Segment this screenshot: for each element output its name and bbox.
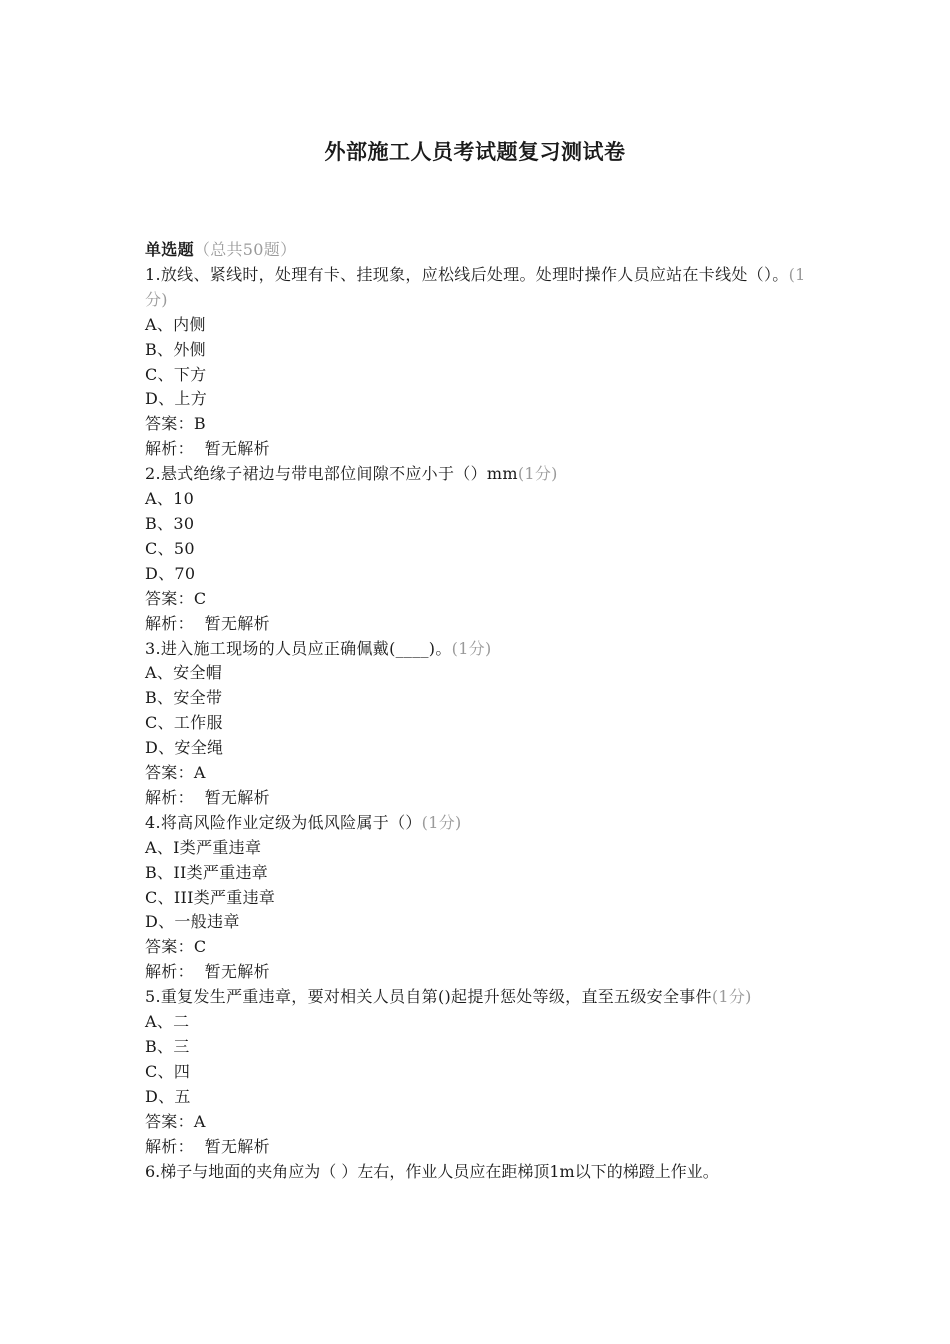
question-1 xyxy=(145,263,825,462)
question-6 xyxy=(145,1160,825,1185)
option-a: A、内侧 xyxy=(145,314,206,334)
question-2 xyxy=(145,462,825,636)
option-a: A、二 xyxy=(145,1012,190,1032)
question-stem xyxy=(145,637,825,662)
option-c: C、下方 xyxy=(145,364,207,384)
question-stem xyxy=(145,1160,825,1185)
question-stem xyxy=(145,462,825,487)
analysis: 解析： 暂无解析 xyxy=(145,787,270,807)
analysis: 解析： 暂无解析 xyxy=(145,439,270,459)
question-stem xyxy=(145,263,825,313)
option-d: D、一般违章 xyxy=(145,912,240,932)
option-b: B、外侧 xyxy=(145,339,206,359)
option-d: D、上方 xyxy=(145,389,208,409)
question-score: (1分) xyxy=(145,264,806,309)
option-a: A、10 xyxy=(145,489,195,509)
option-a: A、I类严重违章 xyxy=(145,837,262,857)
question-text: 6.梯子与地面的夹角应为（ ）左右，作业人员应在距梯顶1m以下的梯蹬上作业。 xyxy=(145,1161,719,1181)
option-a: A、安全帽 xyxy=(145,663,223,683)
question-3 xyxy=(145,637,825,811)
answer: 答案：C xyxy=(145,588,207,608)
question-text: 4.将高风险作业定级为低风险属于（） xyxy=(145,812,422,832)
question-list xyxy=(145,238,825,1184)
option-d: D、安全绳 xyxy=(145,738,224,758)
question-text: 1.放线、紧线时，处理有卡、挂现象，应松线后处理。处理时操作人员应站在卡线处（）。 xyxy=(145,264,789,284)
page-title: 外部施工人员考试题复习测试卷 xyxy=(324,139,626,164)
question-text: 5.重复发生严重违章，要对相关人员自第()起提升惩处等级，直至五级安全事件 xyxy=(145,987,712,1007)
option-c: C、50 xyxy=(145,538,195,558)
question-5 xyxy=(145,985,825,1159)
section-header xyxy=(145,238,825,263)
analysis: 解析： 暂无解析 xyxy=(145,962,270,982)
question-score: (1分) xyxy=(517,464,558,484)
answer: 答案：B xyxy=(145,414,206,434)
section-count: （总共50题） xyxy=(193,240,297,259)
question-4 xyxy=(145,811,825,985)
question-stem xyxy=(145,811,825,836)
answer: 答案：A xyxy=(145,1111,206,1131)
question-text: 3.进入施工现场的人员应正确佩戴(____)。 xyxy=(145,638,452,658)
option-b: B、II类严重违章 xyxy=(145,862,269,882)
option-d: D、五 xyxy=(145,1086,191,1106)
answer: 答案：C xyxy=(145,937,207,957)
answer: 答案：A xyxy=(145,763,206,783)
option-d: D、70 xyxy=(145,563,196,583)
question-score: (1分) xyxy=(421,812,462,832)
option-b: B、安全带 xyxy=(145,688,223,708)
option-b: B、30 xyxy=(145,513,195,533)
section-title: 单选题 xyxy=(145,240,194,259)
question-text: 2.悬式绝缘子裙边与带电部位间隙不应小于（）mm xyxy=(145,464,518,484)
question-stem xyxy=(145,985,825,1010)
analysis: 解析： 暂无解析 xyxy=(145,613,270,633)
question-score: (1分) xyxy=(711,987,752,1007)
option-c: C、III类严重违章 xyxy=(145,887,276,907)
option-b: B、三 xyxy=(145,1037,190,1056)
analysis: 解析： 暂无解析 xyxy=(145,1136,270,1156)
option-c: C、工作服 xyxy=(145,713,223,733)
option-c: C、四 xyxy=(145,1061,191,1081)
question-score: (1分) xyxy=(451,638,492,658)
